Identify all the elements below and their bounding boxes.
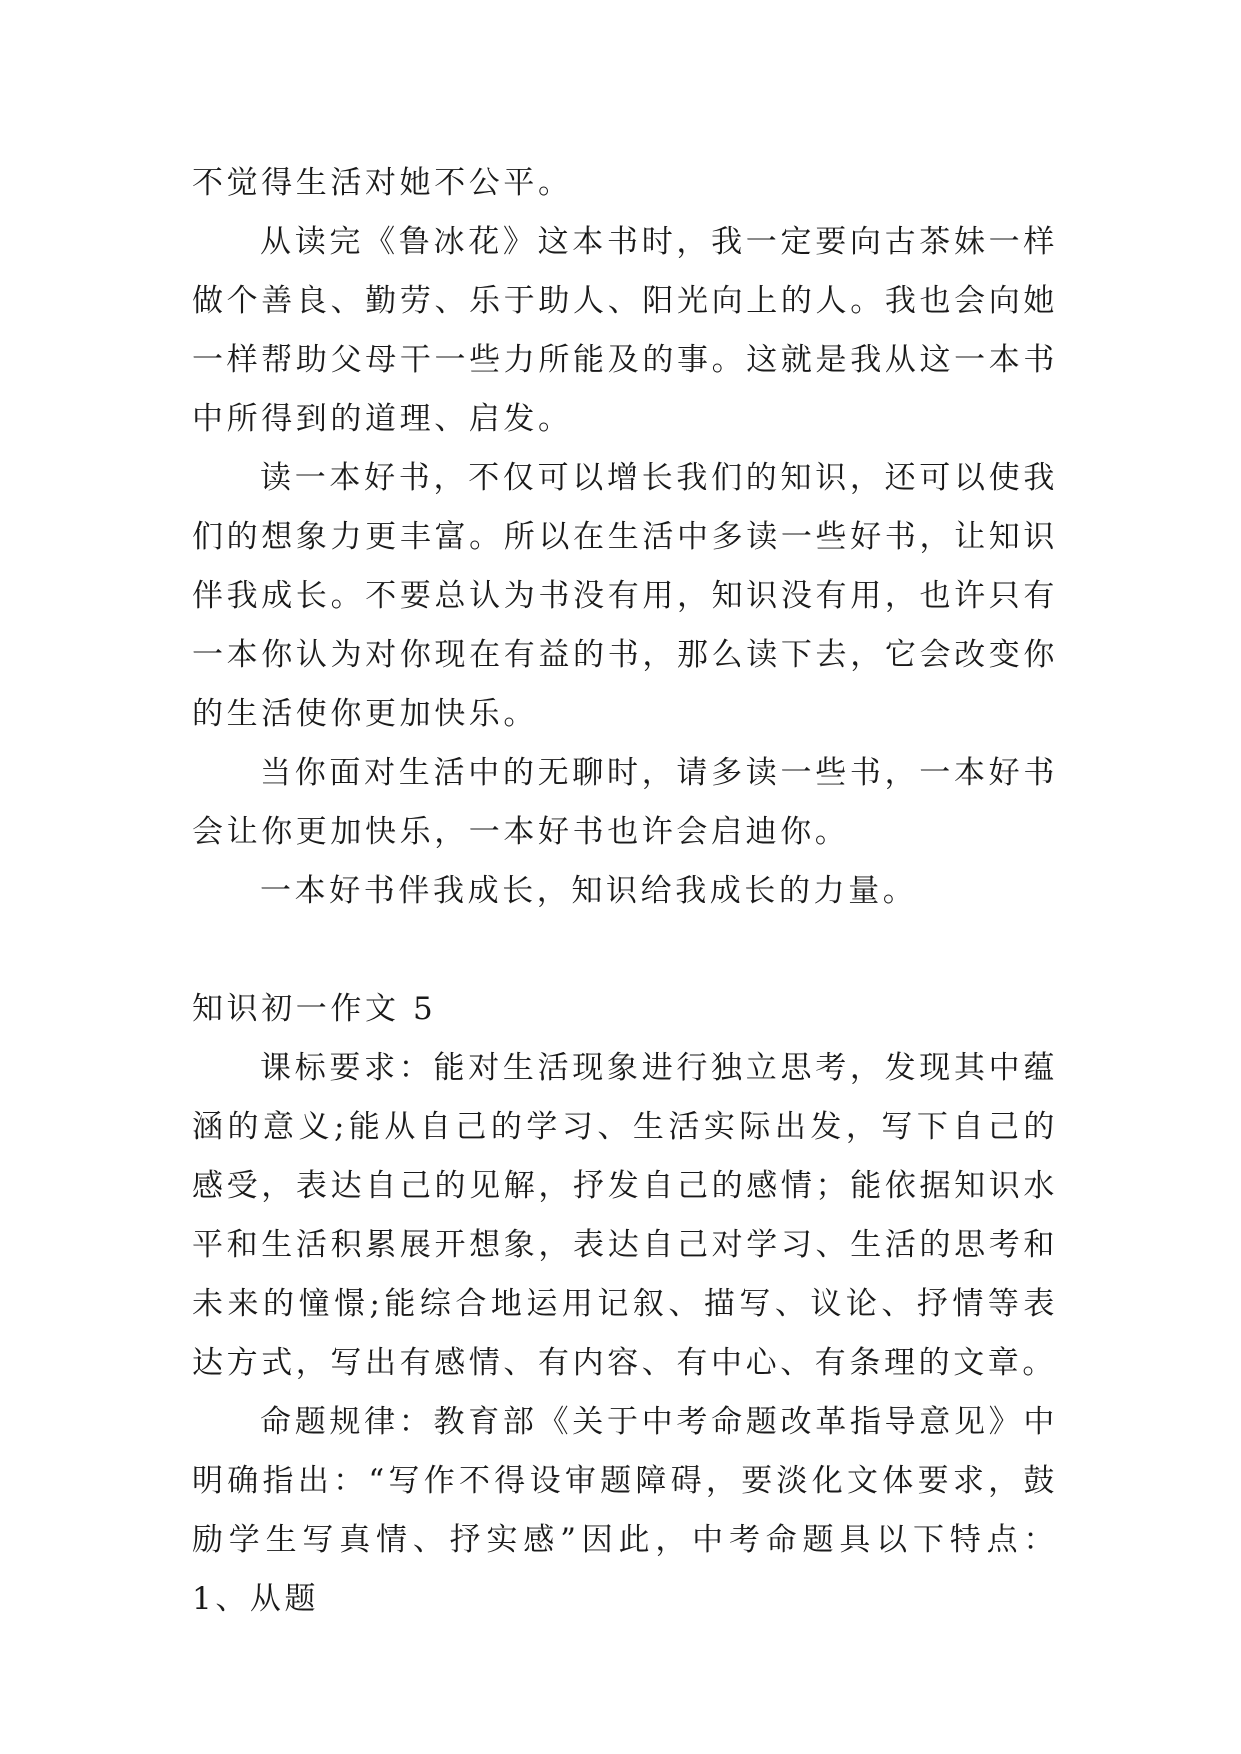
paragraph-2: 从读完《鲁冰花》这本书时，我一定要向古茶妹一样做个善良、勤劳、乐于助人、阳光向上的人。我也会向她一样帮助父母干一些力所能及的事。这就是我从这一本书中所得到的道理、启发。 <box>192 224 1058 437</box>
paragraph-1: 不觉得生活对她不公平。 <box>192 165 573 201</box>
paragraph-4: 当你面对生活中的无聊时，请多读一些书，一本好书会让你更加快乐，一本好书也许会启迪你。 <box>192 755 1058 850</box>
document-body <box>192 154 1058 1629</box>
section-title: 知识初一作文 5 <box>192 991 437 1027</box>
paragraph-6: 课标要求：能对生活现象进行独立思考，发现其中蕴涵的意义;能从自己的学习、生活实际出发，写下自己的感受，表达自己的见解，抒发自己的感情；能依据知识水平和生活积累展开想象，表达自己对学习、生活的思考和未来的憧憬;能综合地运用记叙、描写、议论、抒情等表达方式，写出有感情、有内容、有中心、有条理的文章。 <box>192 1050 1058 1381</box>
paragraph-5: 一本好书伴我成长，知识给我成长的力量。 <box>260 873 918 909</box>
paragraph-3: 读一本好书，不仅可以增长我们的知识，还可以使我们的想象力更丰富。所以在生活中多读一些好书，让知识伴我成长。不要总认为书没有用，知识没有用，也许只有一本你认为对你现在有益的书，那么读下去，它会改变你的生活使你更加快乐。 <box>192 460 1058 732</box>
paragraph-7: 命题规律：教育部《关于中考命题改革指导意见》中明确指出：“写作不得设审题障碍，要淡化文体要求，鼓励学生写真情、抒实感”因此，中考命题具以下特点：1、从题 <box>192 1404 1058 1617</box>
